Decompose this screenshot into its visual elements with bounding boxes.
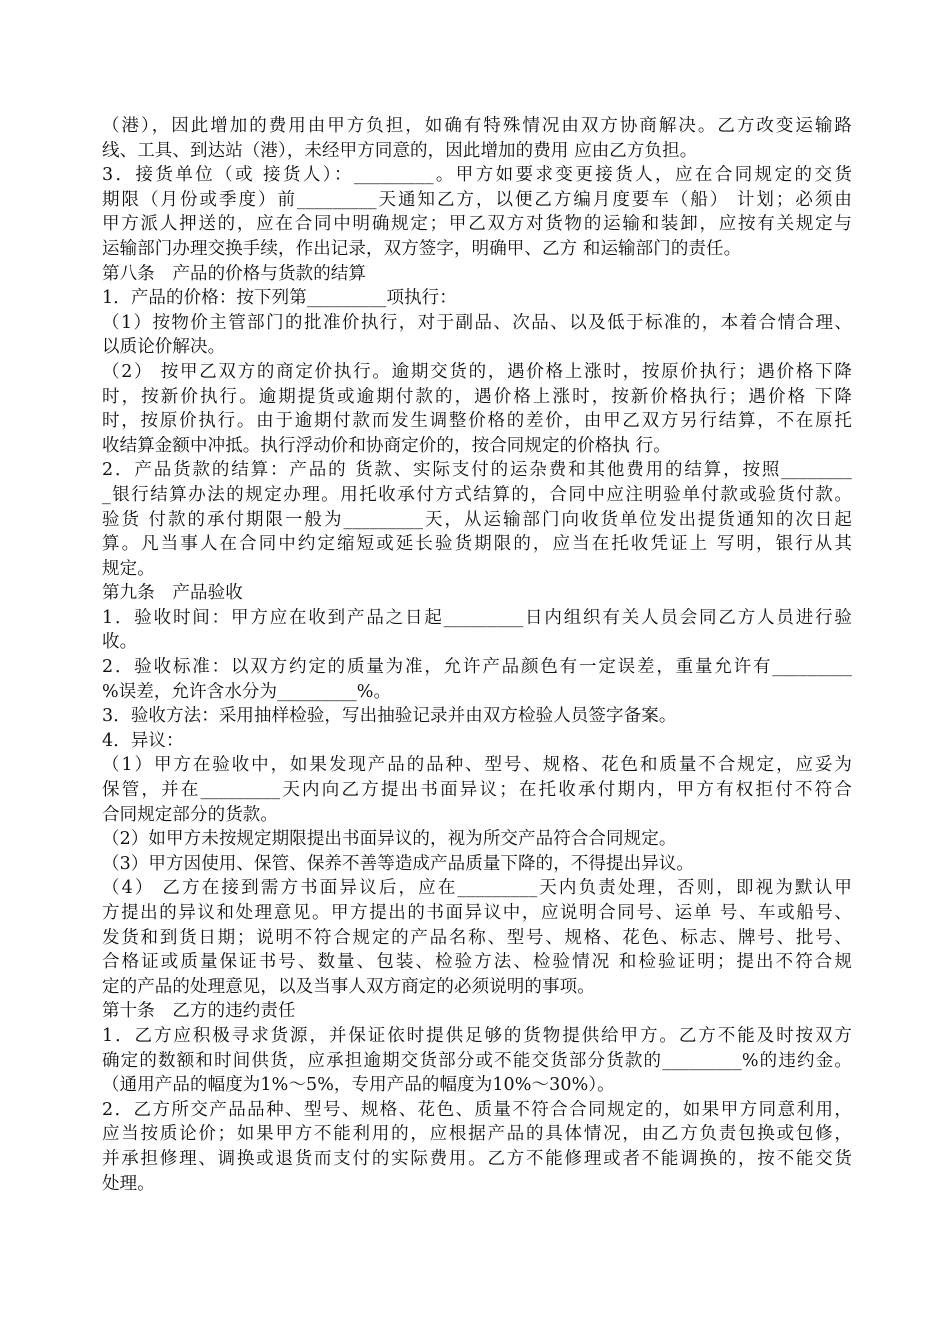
text-line: 验货 付款的承付期限一般为_________天，从运输部门向收货单位发出提货通知的次日起 — [102, 509, 852, 530]
text-line: 确定的数额和时间供货，应承担逾期交货部分或不能交货部分货款的_________%的违约金。 — [102, 1050, 852, 1071]
text-line: 并承担修理、调换或退货而支付的实际费用。乙方不能修理或者不能调换的，按不能交货 — [102, 1148, 852, 1169]
text-line: 3．验收方法：采用抽样检验，写出抽验记录并由双方检验人员签字备案。 — [102, 706, 677, 727]
text-line: （港），因此增加的费用由甲方负担，如确有特殊情况由双方协商解决。乙方改变运输路 — [102, 116, 852, 136]
text-line: 处理。 — [102, 1173, 155, 1194]
text-line: 以质论价解决。 — [102, 337, 226, 358]
text-line: 期限（月份或季度）前_________天通知乙方，以便乙方编月度要车（船） 计划；必须由 — [102, 189, 852, 210]
contract-document-page — [102, 114, 852, 1196]
text-line: 合同规定部分的货款。 — [102, 804, 278, 825]
text-line: 2．产品货款的结算：产品的 货款、实际支付的运杂费和其他费用的结算，按照________ — [102, 460, 852, 481]
section-heading-article-10: 第十条 乙方的违约责任 — [102, 1001, 296, 1022]
text-line: 3．接货单位（或 接货人）：_________。甲方如要求变更接货人，应在合同规定的交货 — [102, 165, 852, 186]
text-line: 1．乙方应积极寻求货源，并保证依时提供足够的货物提供给甲方。乙方不能及时按双方 — [102, 1025, 852, 1046]
text-line: %误差，允许含水分为_________%。 — [102, 681, 392, 702]
section-heading-article-9: 第九条 产品验收 — [102, 583, 243, 604]
text-line: 线、工具、到达站（港），未经甲方同意的，因此增加的费用 应由乙方负担。 — [102, 140, 698, 161]
text-line: （1）按物价主管部门的批准价执行，对于副品、次品、以及低于标准的，本着合情合理、 — [102, 312, 852, 333]
text-line: （通用产品的幅度为1%～5%，专用产品的幅度为10%～30%）。 — [102, 1075, 615, 1096]
text-line: 1．验收时间：甲方应在收到产品之日起_________日内组织有关人员会同乙方人员进行验 — [102, 607, 852, 628]
text-line: 规定。 — [102, 558, 155, 579]
text-line: 方提出的异议和处理意见。甲方提出的书面异议中，应说明合同号、运单 号、车或船号、 — [102, 903, 852, 923]
text-line: 2．乙方所交产品品种、型号、规格、花色、质量不符合合同规定的，如果甲方同意利用， — [102, 1099, 852, 1120]
text-line: _银行结算办法的规定办理。用托收承付方式结算的，合同中应注明验单付款或验货付款。 — [102, 484, 852, 505]
text-line: 2．验收标准：以双方约定的质量为准，允许产品颜色有一定误差，重量允许有_________ — [102, 657, 852, 678]
text-line: 运输部门办理交换手续，作出记录，双方签字，明确甲、乙方 和运输部门的责任。 — [102, 238, 742, 259]
text-line: 1．产品的价格：按下列第_________项执行： — [102, 288, 457, 309]
text-line: 定的产品的处理意见，以及当事人双方商定的必须说明的事项。 — [102, 976, 595, 997]
text-line: （3）甲方因使用、保管、保养不善等造成产品质量下降的，不得提出异议。 — [102, 853, 695, 874]
text-line: 收结算金额中冲抵。执行浮动价和协商定价的，按合同规定的价格执 行。 — [102, 435, 671, 456]
text-line: 应当按质论价；如果甲方不能利用的，应根据产品的具体情况，由乙方负责包换或包修， — [102, 1124, 852, 1145]
section-heading-article-8: 第八条 产品的价格与货款的结算 — [102, 263, 366, 284]
text-line: 收。 — [102, 632, 138, 653]
text-line: 算。凡当事人在合同中约定缩短或延长验货期限的，应当在托收凭证上 写明，银行从其 — [102, 534, 852, 555]
text-line: 时，按原价执行。由于逾期付款而发生调整价格的差价，由甲乙双方另行结算，不在原托 — [102, 411, 852, 432]
text-line: 合格证或质量保证书号、数量、包装、检验方法、检验情况 和检验证明；提出不符合规 — [102, 952, 852, 973]
text-line: （2） 按甲乙双方的商定价执行。逾期交货的，遇价格上涨时，按原价执行；遇价格下降 — [102, 361, 852, 382]
text-line: 保管，并在_________天内向乙方提出书面异议；在托收承付期内，甲方有权拒付不符合 — [102, 780, 852, 801]
text-line: （1）甲方在验收中，如果发现产品的品种、型号、规格、花色和质量不合规定，应妥为 — [102, 755, 852, 776]
text-line: 发货和到货日期；说明不符合规定的产品名称、型号、规格、花色、标志、牌号、批号、 — [102, 927, 852, 948]
text-line: 甲方派人押送的，应在合同中明确规定；甲乙双方对货物的运输和装卸，应按有关规定与 — [102, 214, 852, 235]
text-line: （2）如甲方未按规定期限提出书面异议的，视为所交产品符合合同规定。 — [102, 829, 677, 850]
text-line: 时，按新价执行。逾期提货或逾期付款的，遇价格上涨时，按新价格执行；遇价格 下降 — [102, 386, 852, 407]
text-line: （4） 乙方在接到需方书面异议后，应在_________天内负责处理，否则，即视为默认甲 — [102, 878, 852, 899]
text-line: 4．异议： — [102, 730, 184, 751]
